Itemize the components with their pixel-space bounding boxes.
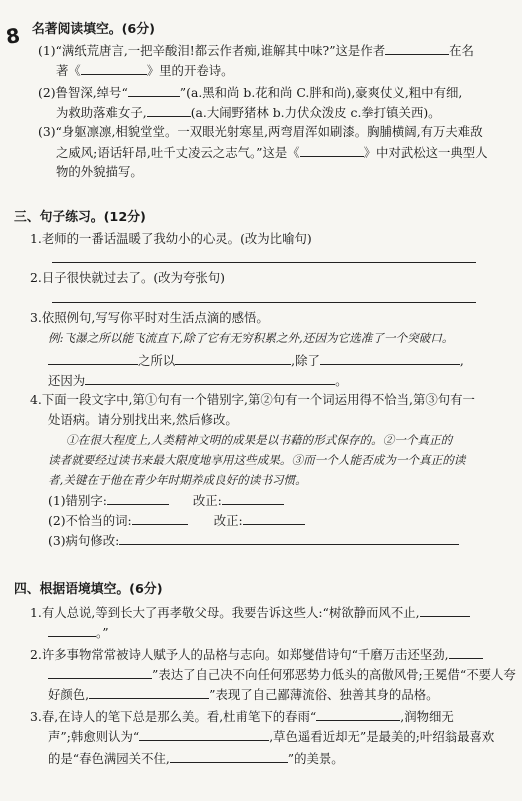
s4-q3-blank-a[interactable] bbox=[316, 708, 400, 721]
s4-q2-text-a: 2.许多事物常常被诗人赋予人的品格与志向。如郑燮借诗句“千磨万击还坚劲, bbox=[30, 647, 449, 662]
s4-q3-text-a: 3.春,在诗人的笔下总是那么美。看,杜甫笔下的春雨“ bbox=[30, 709, 317, 724]
s1-q2-line1 bbox=[38, 84, 462, 101]
s1-q3-text-a: 之威风;语话轩昂,吐千丈凌云之志气。”这是《 bbox=[56, 145, 300, 160]
s1-q3-text-b: 》中对武松这一典型人 bbox=[363, 145, 488, 160]
s1-q2-event-blank[interactable] bbox=[147, 104, 191, 117]
s3-q3-fill-line1 bbox=[48, 352, 464, 369]
s4-q3-text-e: 的是“春色满园关不住, bbox=[48, 751, 170, 766]
s1-q1-text-c: 著《 bbox=[56, 63, 81, 78]
s4-q3-line2 bbox=[48, 728, 494, 745]
s3-q4-answer1 bbox=[48, 492, 284, 509]
s4-q2-line3 bbox=[48, 686, 439, 703]
s1-q2-text-d: (a.大闹野猪林 b.力伏众泼皮 c.拳打镇关西)。 bbox=[190, 105, 441, 120]
s1-q2-line2 bbox=[56, 104, 441, 121]
s4-q3-line3 bbox=[48, 750, 344, 767]
section4-title: 四、根据语境填空。(6分) bbox=[14, 582, 163, 597]
s1-q1-text-a: (1)“满纸荒唐言,一把辛酸泪!都云作者痴,谁解其中味?”这是作者 bbox=[38, 43, 386, 58]
s1-q1-text-b: 在名 bbox=[449, 43, 474, 58]
s1-q1-line2 bbox=[56, 62, 234, 79]
s4-q1-text-a: 1.有人总说,等到长大了再孝敬父母。我要告诉这些人:“树欲静而风不止, bbox=[30, 605, 420, 620]
s4-q2-line1 bbox=[30, 646, 483, 663]
section3-title: 三、句子练习。(12分) bbox=[14, 210, 146, 225]
s3-q3-prompt: 3.依照例句,写写你平时对生活点滴的感悟。 bbox=[30, 310, 269, 325]
s3-q3-text-c: , bbox=[459, 353, 464, 368]
s3-q3-text-b: ,除了 bbox=[291, 353, 320, 368]
s3-q4-a1-fix-label: 改正: bbox=[192, 493, 222, 508]
handwritten-score-mark: 8 bbox=[4, 23, 22, 49]
s3-q4-a3-label: (3)病句修改: bbox=[48, 533, 120, 548]
s3-q3-example: 例:飞瀑之所以能飞流直下,除了它有无穷积累之外,还因为它选准了一个突破口。 bbox=[48, 331, 454, 345]
s4-q1-blank-a[interactable] bbox=[420, 604, 470, 617]
s3-q4-passage-line1: ①在很大程度上,人类精神文明的成果是以书藉的形式保存的。②一个真正的 bbox=[66, 433, 453, 447]
s1-q1-line1 bbox=[38, 42, 474, 59]
s3-q3-blank-2[interactable] bbox=[175, 352, 291, 365]
s1-q1-book-blank[interactable] bbox=[81, 62, 147, 75]
s3-q4-a1-label: (1)错别字: bbox=[48, 493, 107, 508]
s3-q4-a2-blank[interactable] bbox=[132, 512, 188, 525]
s4-q1-text-b: 。” bbox=[96, 625, 109, 640]
s3-q3-blank-1[interactable] bbox=[48, 352, 138, 365]
s4-q2-line2 bbox=[48, 666, 516, 683]
s3-q4-a1-blank[interactable] bbox=[107, 492, 169, 505]
s3-q2-answer-line[interactable] bbox=[52, 302, 476, 303]
s3-q4-answer2 bbox=[48, 512, 305, 529]
s4-q3-blank-c[interactable] bbox=[170, 750, 288, 763]
s4-q1-line1 bbox=[30, 604, 470, 621]
s3-q4-a2-fix-label: 改正: bbox=[213, 513, 243, 528]
s3-q4-answer3 bbox=[48, 532, 459, 549]
s4-q3-line1 bbox=[30, 708, 454, 725]
s1-q1-text-d: 》里的开卷诗。 bbox=[146, 63, 234, 78]
s3-q4-a2-fix-blank[interactable] bbox=[243, 512, 305, 525]
s4-q2-text-b: ”表达了自己决不向任何邪恶势力低头的高傲风骨;王冕借“不要人夸 bbox=[152, 667, 516, 682]
s1-q2-text-c: 为救助落难女子, bbox=[56, 105, 147, 120]
s3-q4-a1-fix-blank[interactable] bbox=[222, 492, 284, 505]
s4-q3-text-d: ,草色遥看近却无”是最美的;叶绍翁最喜欢 bbox=[269, 729, 495, 744]
s4-q3-text-b: ,润物细无 bbox=[400, 709, 454, 724]
section1-title: 名著阅读填空。(6分) bbox=[32, 22, 155, 37]
s1-q3-line2 bbox=[56, 144, 488, 161]
s4-q2-blank-a[interactable] bbox=[449, 646, 483, 659]
s3-q2-prompt: 2.日子很快就过去了。(改为夸张句) bbox=[30, 270, 225, 285]
s3-q3-text-d: 还因为 bbox=[48, 373, 86, 388]
s3-q1-prompt: 1.老师的一番话温暖了我幼小的心灵。(改为比喻句) bbox=[30, 231, 312, 246]
s4-q2-text-c: 好颜色, bbox=[48, 687, 90, 702]
s1-q3-line3: 物的外貌描写。 bbox=[56, 164, 143, 179]
s4-q3-blank-b[interactable] bbox=[139, 728, 269, 741]
s3-q4-a2-label: (2)不恰当的词: bbox=[48, 513, 132, 528]
s1-q3-line1: (3)“身躯凛凛,相貌堂堂。一双眼光射寒星,两弯眉浑如刷漆。胸脯横阔,有万夫难敌 bbox=[38, 124, 483, 139]
s1-q2-text-b: ”(a.黑和尚 b.花和尚 C.胖和尚),豪爽仗义,粗中有细, bbox=[179, 85, 463, 100]
s1-q2-text-a: (2)鲁智深,绰号“ bbox=[38, 85, 128, 100]
s4-q2-blank-b[interactable] bbox=[48, 666, 152, 679]
s3-q3-blank-4[interactable] bbox=[85, 372, 335, 385]
s3-q3-fill-line2 bbox=[48, 372, 348, 389]
s3-q3-text-a: 之所以 bbox=[138, 353, 176, 368]
s1-q2-nickname-blank[interactable] bbox=[128, 84, 180, 97]
s3-q4-a3-blank[interactable] bbox=[119, 532, 459, 545]
s3-q4-passage-line2: 读者就要经过读书来最大限度地享用这些成果。③而一个人能否成为一个真正的读 bbox=[48, 453, 466, 467]
s4-q1-blank-b[interactable] bbox=[48, 624, 96, 637]
s4-q1-line2 bbox=[48, 624, 109, 641]
s3-q3-blank-3[interactable] bbox=[320, 352, 460, 365]
s4-q2-text-d: ”表现了自己鄙薄流俗、独善其身的品格。 bbox=[209, 687, 439, 702]
s1-q1-author-blank[interactable] bbox=[385, 42, 449, 55]
s3-q4-prompt-line1: 4.下面一段文字中,第①句有一个错别字,第②句有一个词运用得不恰当,第③句有一 bbox=[30, 392, 475, 407]
s3-q1-answer-line[interactable] bbox=[52, 262, 476, 263]
s1-q3-book-blank[interactable] bbox=[300, 144, 364, 157]
s3-q4-prompt-line2: 处语病。请分别找出来,然后修改。 bbox=[48, 412, 238, 427]
s4-q3-text-f: ”的美景。 bbox=[287, 751, 344, 766]
s4-q3-text-c: 声”;韩愈则认为“ bbox=[48, 729, 140, 744]
s3-q3-text-e: 。 bbox=[335, 373, 348, 388]
s4-q2-blank-c[interactable] bbox=[89, 686, 209, 699]
s3-q4-passage-line3: 者,关键在于他在青少年时期养成良好的读书习惯。 bbox=[48, 473, 307, 487]
